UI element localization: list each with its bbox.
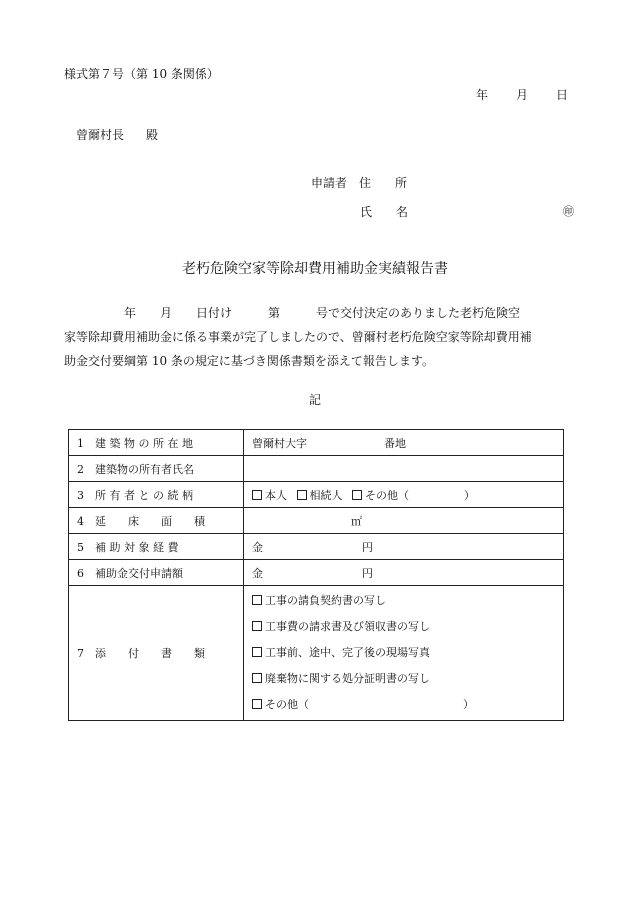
date-line bbox=[476, 88, 568, 102]
row-value: 金 円 bbox=[244, 534, 564, 560]
checkbox[interactable] bbox=[252, 673, 262, 683]
row-value: 金 円 bbox=[244, 560, 564, 586]
attachment-label: 工事前、途中、完了後の現場写真 bbox=[265, 646, 430, 659]
checkbox[interactable] bbox=[252, 647, 262, 657]
row-label: 6 補助金交付申請額 bbox=[69, 560, 244, 586]
row-value bbox=[244, 456, 564, 482]
row-value: ㎡ bbox=[244, 508, 564, 534]
date-month: 月 bbox=[516, 88, 529, 102]
checkbox-owner[interactable] bbox=[252, 490, 262, 500]
attachment-label: 工事の請負契約書の写し bbox=[265, 594, 386, 607]
table-row bbox=[69, 560, 564, 586]
addressee bbox=[76, 128, 158, 142]
row-label: 2 建築物の所有者氏名 bbox=[69, 456, 244, 482]
table-row bbox=[69, 586, 564, 721]
checkbox-other[interactable] bbox=[352, 490, 362, 500]
attachment-label: その他（ ） bbox=[265, 698, 474, 711]
date-day: 日 bbox=[556, 88, 569, 102]
row-label: 7 添 付 書 類 bbox=[69, 586, 244, 721]
row-label: 3 所 有 者 と の 続 柄 bbox=[69, 482, 244, 508]
applicant-address bbox=[311, 176, 407, 190]
form-number: 様式第７号（第 10 条関係） bbox=[64, 67, 219, 81]
option-other: その他（ ） bbox=[365, 488, 475, 502]
body-line: 助金交付要綱第 10 条の規定に基づき関係書類を添えて報告します。 bbox=[64, 354, 434, 368]
list-item bbox=[252, 692, 555, 718]
table-row bbox=[69, 508, 564, 534]
row-label: 1 建 築 物 の 所 在 地 bbox=[69, 430, 244, 456]
seal-mark: ㊞ bbox=[563, 205, 574, 218]
honorific: 殿 bbox=[146, 128, 159, 142]
table-row bbox=[69, 430, 564, 456]
table-row bbox=[69, 534, 564, 560]
attachment-label: 廃棄物に関する処分証明書の写し bbox=[265, 672, 430, 685]
attachment-label: 工事費の請求書及び領収書の写し bbox=[265, 620, 430, 633]
list-item bbox=[252, 614, 555, 640]
ki-heading: 記 bbox=[308, 393, 321, 407]
report-table bbox=[68, 429, 564, 721]
body-paragraph bbox=[64, 301, 566, 373]
checkbox-heir[interactable] bbox=[297, 490, 307, 500]
row-label: 5 補 助 対 象 経 費 bbox=[69, 534, 244, 560]
date-year: 年 bbox=[476, 88, 489, 102]
row-value: 曾爾村大字 番地 bbox=[244, 430, 564, 456]
address-label: 住 所 bbox=[359, 176, 408, 190]
checkbox[interactable] bbox=[252, 699, 262, 709]
option-heir: 相続人 bbox=[309, 488, 343, 502]
list-item bbox=[252, 640, 555, 666]
checkbox[interactable] bbox=[252, 621, 262, 631]
attachment-list bbox=[244, 586, 564, 721]
body-line: 年 月 日付け 第 号で交付決定のありました老朽危険空 bbox=[64, 306, 521, 320]
body-line: 家等除却費用補助金に係る事業が完了しましたので、曾爾村老朽危険空家等除却費用補 bbox=[64, 330, 532, 344]
applicant-name-label: 氏 名 bbox=[360, 205, 409, 219]
option-owner: 本人 bbox=[265, 488, 287, 502]
document-title: 老朽危険空家等除却費用補助金実績報告書 bbox=[182, 261, 448, 277]
applicant-label: 申請者 bbox=[311, 176, 348, 190]
checkbox[interactable] bbox=[252, 595, 262, 605]
addressee-name: 曾爾村長 bbox=[76, 128, 125, 142]
row-label: 4 延 床 面 積 bbox=[69, 508, 244, 534]
table-row bbox=[69, 456, 564, 482]
list-item bbox=[252, 666, 555, 692]
list-item bbox=[252, 588, 555, 614]
relation-options bbox=[244, 482, 564, 508]
table-row bbox=[69, 482, 564, 508]
